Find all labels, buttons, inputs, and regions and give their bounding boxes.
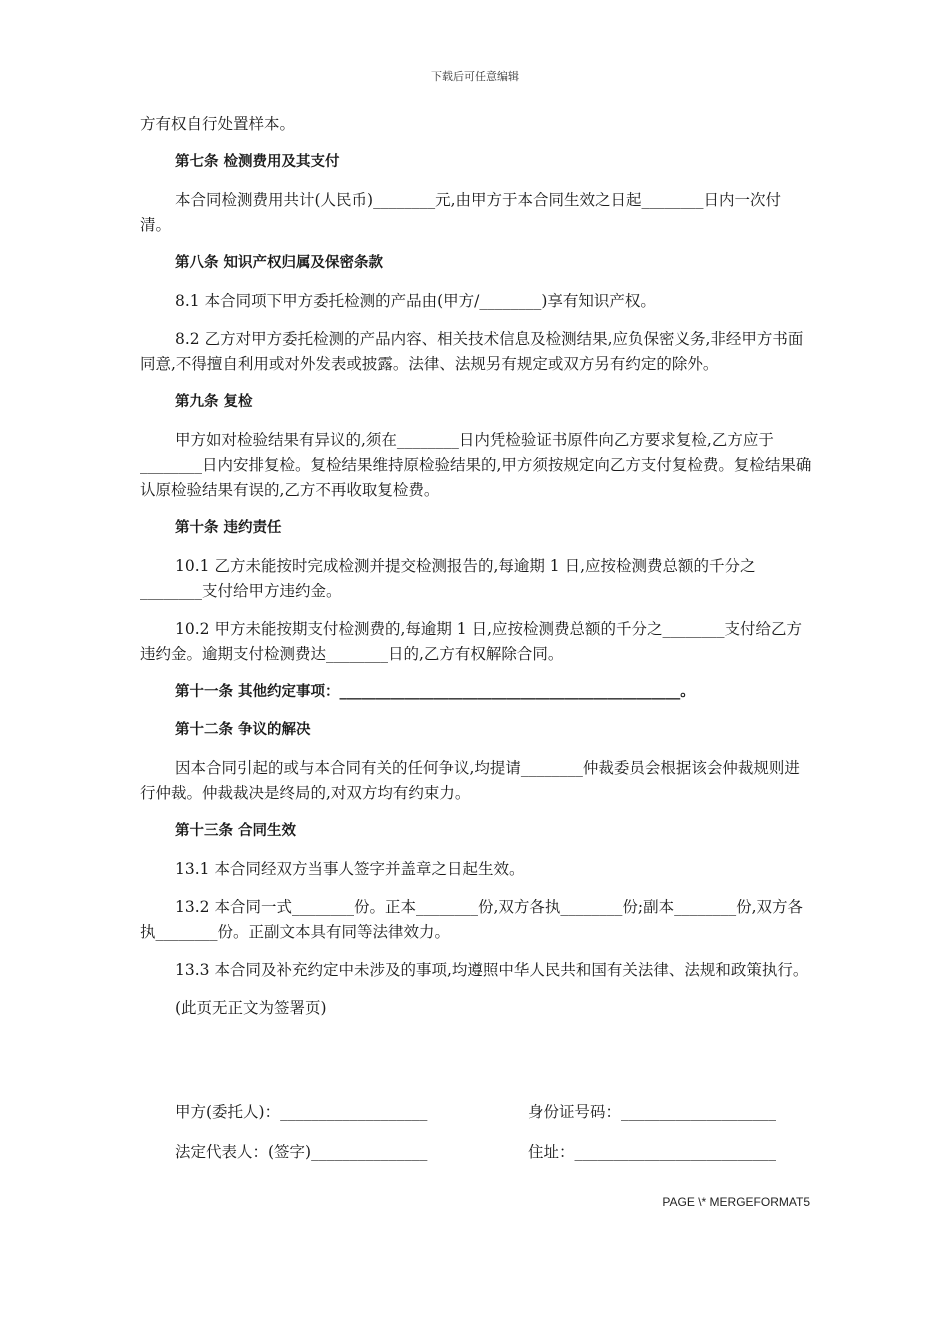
article-9-text: 甲方如对检验结果有异议的,须在________日内凭检验证书原件向乙方要求复检,乙方应于________日内安排复检。复检结果维持原检验结果的,甲方须按规定向乙方支付复检费。复检结果确认原检验结果有误的,乙方不再收取复检费。 bbox=[140, 431, 812, 499]
page-footer: PAGE \* MERGEFORMAT5 bbox=[662, 1195, 810, 1209]
signature-page-note: (此页无正文为签署页) bbox=[175, 999, 327, 1017]
id-number-line: 身份证号码：____________________ bbox=[528, 1103, 777, 1121]
article-10-heading: 第十条 违约责任 bbox=[175, 520, 282, 536]
clause-8-1: 8.1 本合同项下甲方委托检测的产品由(甲方/________)享有知识产权。 bbox=[175, 292, 656, 310]
article-11-heading: 第十一条 其他约定事项：_______________________________________________。 bbox=[175, 684, 695, 700]
article-7-text: 本合同检测费用共计(人民币)________元,由甲方于本合同生效之日起________日内一次付清。 bbox=[140, 191, 782, 234]
clause-8-2: 8.2 乙方对甲方委托检测的产品内容、相关技术信息及检测结果,应负保密义务,非经甲方书面同意,不得擅自利用或对外发表或披露。法律、法规另有规定或双方另有约定的除外。 bbox=[140, 330, 804, 373]
signature-row-1 bbox=[175, 1100, 815, 1122]
article-12-heading: 第十二条 争议的解决 bbox=[175, 722, 311, 738]
paragraph-continuation: 方有权自行处置样本。 bbox=[140, 115, 296, 133]
document-body bbox=[140, 112, 812, 1021]
legal-rep-signature-line: 法定代表人：(签字)_______________ bbox=[175, 1143, 428, 1161]
clause-13-2: 13.2 本合同一式________份。正本________份,双方各执________份;副本________份,双方各执________份。正副文本具有同等法律效力。 bbox=[140, 898, 804, 941]
article-7-heading: 第七条 检测费用及其支付 bbox=[175, 154, 340, 170]
clause-13-1: 13.1 本合同经双方当事人签字并盖章之日起生效。 bbox=[175, 860, 525, 878]
article-8-heading: 第八条 知识产权归属及保密条款 bbox=[175, 255, 384, 271]
article-13-heading: 第十三条 合同生效 bbox=[175, 823, 297, 839]
address-line: 住址：__________________________ bbox=[528, 1143, 777, 1161]
page-header: 下载后可任意编辑 bbox=[431, 70, 519, 83]
signature-row-2 bbox=[175, 1140, 815, 1162]
party-a-signature-line: 甲方(委托人)：___________________ bbox=[175, 1103, 428, 1121]
clause-10-2: 10.2 甲方未能按期支付检测费的,每逾期 1 日,应按检测费总额的千分之________支付给乙方违约金。逾期支付检测费达________日的,乙方有权解除合同。 bbox=[140, 620, 803, 663]
clause-10-1: 10.1 乙方未能按时完成检测并提交检测报告的,每逾期 1 日,应按检测费总额的千分之________支付给甲方违约金。 bbox=[140, 557, 756, 600]
article-12-text: 因本合同引起的或与本合同有关的任何争议,均提请________仲裁委员会根据该会仲裁规则进行仲裁。仲裁裁决是终局的,对双方均有约束力。 bbox=[140, 759, 800, 802]
clause-13-3: 13.3 本合同及补充约定中未涉及的事项,均遵照中华人民共和国有关法律、法规和政策执行。 bbox=[175, 961, 809, 979]
article-9-heading: 第九条 复检 bbox=[175, 394, 253, 410]
